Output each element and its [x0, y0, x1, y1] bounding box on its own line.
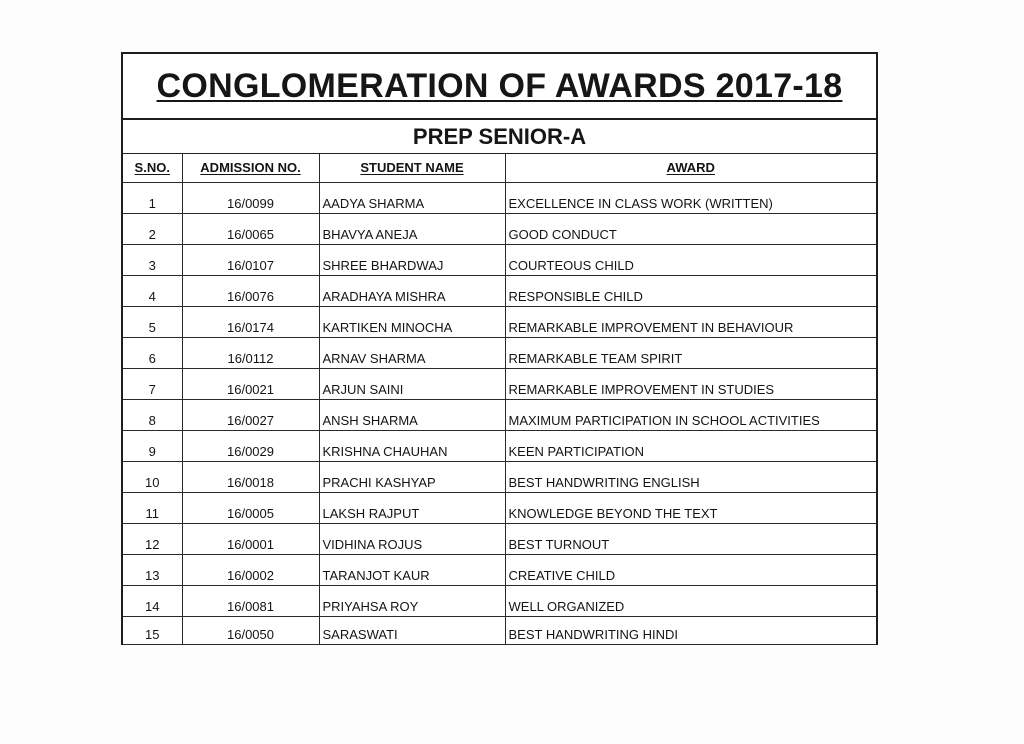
- table-row: [123, 555, 876, 586]
- subtitle-band: [123, 120, 876, 154]
- admission-cell: 16/0050: [182, 617, 319, 645]
- sno-cell: 14: [123, 586, 182, 617]
- student-name-cell: SHREE BHARDWAJ: [319, 245, 505, 276]
- header-row: [123, 154, 876, 183]
- header-admission-no: ADMISSION NO.: [182, 154, 319, 183]
- award-cell: CREATIVE CHILD: [505, 555, 876, 586]
- sno-cell: 9: [123, 431, 182, 462]
- student-name-cell: SARASWATI: [319, 617, 505, 645]
- sno-cell: 4: [123, 276, 182, 307]
- student-name-cell: LAKSH RAJPUT: [319, 493, 505, 524]
- sno-cell: 13: [123, 555, 182, 586]
- admission-cell: 16/0076: [182, 276, 319, 307]
- student-name-cell: AADYA SHARMA: [319, 183, 505, 214]
- class-section-title: PREP SENIOR-A: [412, 124, 587, 149]
- table-row: [123, 276, 876, 307]
- admission-cell: 16/0002: [182, 555, 319, 586]
- admission-cell: 16/0021: [182, 369, 319, 400]
- student-name-cell: TARANJOT KAUR: [319, 555, 505, 586]
- table-row: [123, 524, 876, 555]
- sno-cell: 11: [123, 493, 182, 524]
- sno-cell: 1: [123, 183, 182, 214]
- award-cell: BEST TURNOUT: [505, 524, 876, 555]
- table-row: [123, 338, 876, 369]
- sno-cell: 15: [123, 617, 182, 645]
- sno-cell: 10: [123, 462, 182, 493]
- award-cell: COURTEOUS CHILD: [505, 245, 876, 276]
- header-award: AWARD: [505, 154, 876, 183]
- award-cell: RESPONSIBLE CHILD: [505, 276, 876, 307]
- admission-cell: 16/0001: [182, 524, 319, 555]
- table-row: [123, 586, 876, 617]
- admission-cell: 16/0027: [182, 400, 319, 431]
- sno-cell: 12: [123, 524, 182, 555]
- award-cell: BEST HANDWRITING ENGLISH: [505, 462, 876, 493]
- table-row: [123, 183, 876, 214]
- award-cell: KEEN PARTICIPATION: [505, 431, 876, 462]
- table-header: [123, 154, 876, 183]
- sno-cell: 6: [123, 338, 182, 369]
- award-cell: KNOWLEDGE BEYOND THE TEXT: [505, 493, 876, 524]
- award-cell: BEST HANDWRITING HINDI: [505, 617, 876, 645]
- header-sno: S.NO.: [123, 154, 182, 183]
- table-row: [123, 307, 876, 338]
- table-row: [123, 245, 876, 276]
- table-row: [123, 400, 876, 431]
- award-cell: REMARKABLE IMPROVEMENT IN BEHAVIOUR: [505, 307, 876, 338]
- document-title: CONGLOMERATION OF AWARDS 2017-18: [156, 67, 843, 105]
- sno-cell: 7: [123, 369, 182, 400]
- admission-cell: 16/0107: [182, 245, 319, 276]
- table-row: [123, 431, 876, 462]
- award-cell: MAXIMUM PARTICIPATION IN SCHOOL ACTIVITIES: [505, 400, 876, 431]
- admission-cell: 16/0005: [182, 493, 319, 524]
- student-name-cell: ARADHAYA MISHRA: [319, 276, 505, 307]
- table-row: [123, 462, 876, 493]
- table-row: [123, 214, 876, 245]
- sno-cell: 3: [123, 245, 182, 276]
- sno-cell: 2: [123, 214, 182, 245]
- student-name-cell: KRISHNA CHAUHAN: [319, 431, 505, 462]
- admission-cell: 16/0018: [182, 462, 319, 493]
- sno-cell: 8: [123, 400, 182, 431]
- student-name-cell: ARJUN SAINI: [319, 369, 505, 400]
- student-name-cell: PRACHI KASHYAP: [319, 462, 505, 493]
- admission-cell: 16/0081: [182, 586, 319, 617]
- student-name-cell: ANSH SHARMA: [319, 400, 505, 431]
- sno-cell: 5: [123, 307, 182, 338]
- award-cell: WELL ORGANIZED: [505, 586, 876, 617]
- admission-cell: 16/0099: [182, 183, 319, 214]
- table-row: [123, 617, 876, 645]
- header-student-name: STUDENT NAME: [319, 154, 505, 183]
- awards-table: [123, 154, 876, 645]
- table-body: [123, 183, 876, 645]
- student-name-cell: BHAVYA ANEJA: [319, 214, 505, 245]
- table-row: [123, 493, 876, 524]
- awards-sheet: [121, 52, 878, 645]
- title-band: [123, 54, 876, 120]
- student-name-cell: VIDHINA ROJUS: [319, 524, 505, 555]
- admission-cell: 16/0174: [182, 307, 319, 338]
- student-name-cell: ARNAV SHARMA: [319, 338, 505, 369]
- award-cell: GOOD CONDUCT: [505, 214, 876, 245]
- admission-cell: 16/0112: [182, 338, 319, 369]
- admission-cell: 16/0065: [182, 214, 319, 245]
- table-row: [123, 369, 876, 400]
- admission-cell: 16/0029: [182, 431, 319, 462]
- award-cell: REMARKABLE TEAM SPIRIT: [505, 338, 876, 369]
- student-name-cell: KARTIKEN MINOCHA: [319, 307, 505, 338]
- award-cell: REMARKABLE IMPROVEMENT IN STUDIES: [505, 369, 876, 400]
- award-cell: EXCELLENCE IN CLASS WORK (WRITTEN): [505, 183, 876, 214]
- student-name-cell: PRIYAHSA ROY: [319, 586, 505, 617]
